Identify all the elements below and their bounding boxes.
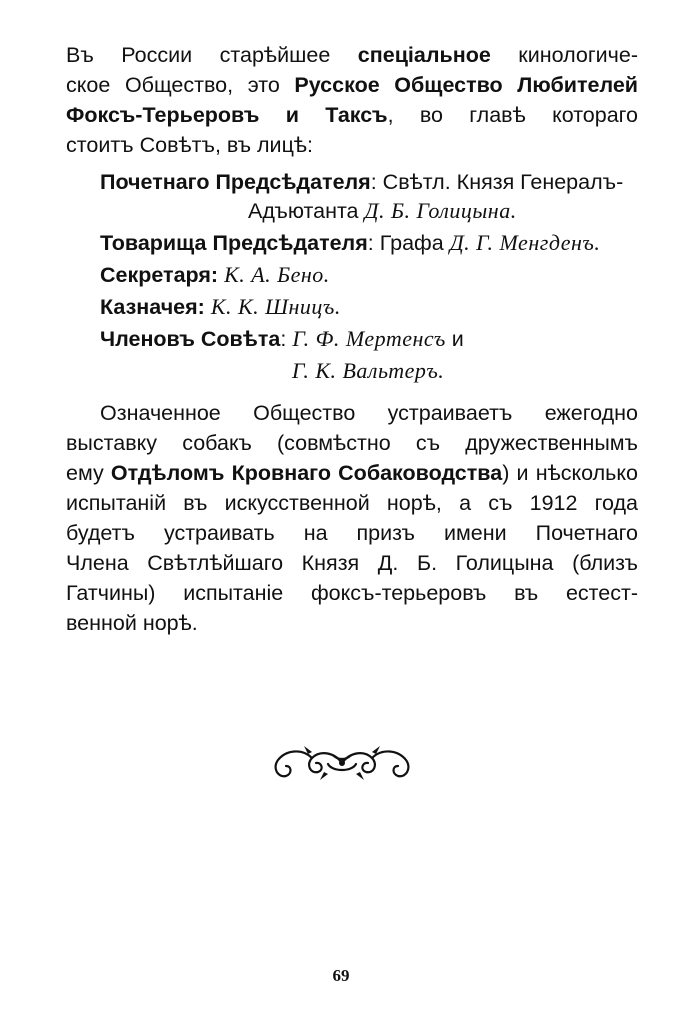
paragraph-activities (66, 398, 638, 638)
text-line: будетъ устраивать на призъ имени Почетнаго (66, 521, 638, 545)
council-entry-chairman-cont: Адъютанта Д. Б. Голицына. (248, 198, 517, 223)
council-entry-treasurer: Казначея: К. К. Шницъ. (100, 294, 341, 319)
paragraph-intro (66, 40, 638, 160)
text-line: испытаній въ искусственной норѣ, а съ 1912 года (66, 491, 638, 515)
council-entry-members-cont: Г. К. Вальтеръ. (292, 358, 445, 383)
text-line: Фоксъ-Терьеровъ и Таксъ, во главѣ котораго (66, 103, 639, 127)
council-entry-chairman: Почетнаго Предсѣдателя: Свѣтл. Князя Генералъ- (100, 170, 624, 194)
council-entry-vice: Товарища Предсѣдателя: Графа Д. Г. Менгденъ. (100, 230, 601, 255)
text-line: Члена Свѣтлѣйшаго Князя Д. Б. Голицына (близъ (66, 551, 638, 575)
council-entry-secretary: Секретаря: К. А. Бено. (100, 262, 330, 287)
text-line: Въ России старѣйшее спеціальное кинологиче- (66, 43, 638, 67)
page-number: 69 (332, 966, 350, 985)
text-line: ское Общество, это Русское Общество Любителей (66, 73, 638, 97)
text-line: выставку собакъ (совмѣстно съ дружественнымъ (66, 431, 638, 455)
text-line: Означенное Общество устраиваетъ ежегодно (100, 401, 638, 425)
council-entry-members: Членовъ Совѣта: Г. Ф. Мертенсъ и (100, 326, 464, 351)
text-line: Гатчины) испытаніе фоксъ-терьеровъ въ естест- (66, 581, 638, 605)
text-line: венной норѣ. (66, 611, 198, 635)
text-line: стоитъ Совѣтъ, въ лицѣ: (66, 133, 314, 157)
text-line: ему Отдѣломъ Кровнаго Собаководства) и нѣсколько (66, 461, 638, 485)
scroll-ornament-icon (268, 742, 416, 784)
